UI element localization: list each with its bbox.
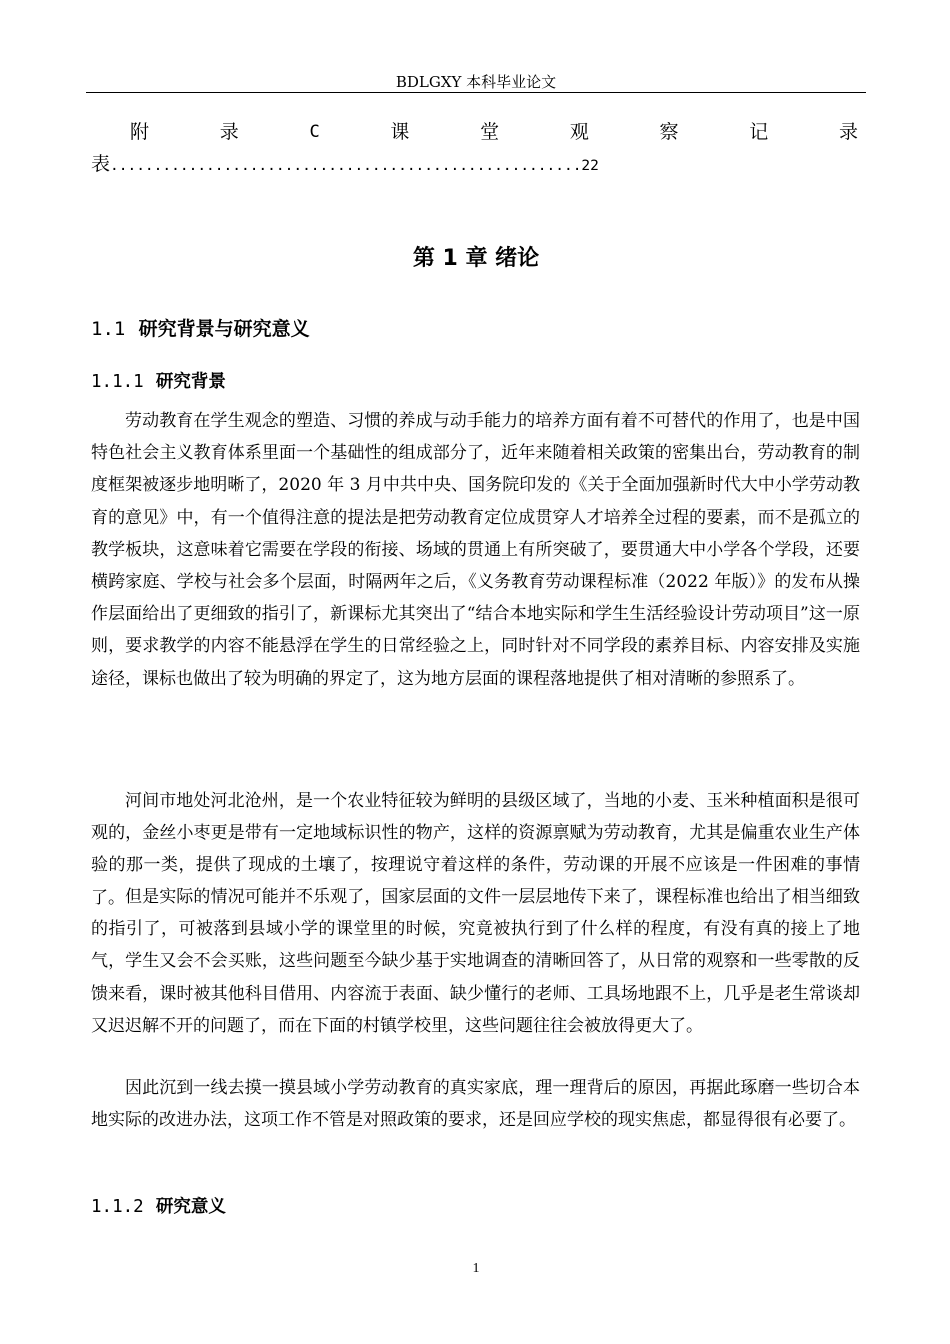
running-header: BDLGXY 本科毕业论文 (395, 73, 557, 91)
body-paragraph: 劳动教育在学生观念的塑造、习惯的养成与动手能力的培养方面有着不可替代的作用了，也是中国特色社会主义教育体系里面一个基础性的组成部分了，近年来随着相关政策的密集出台，劳动教育的制度框架被逐步地明晰了，2020 年 3 月中共中央、国务院印发的《关于全面加强新时代大中小学劳动教育的意见》中，有一个值得注意的提法是把劳动教育定位成贯穿人才培养全过程的要素，而不是孤立的教学板块，这意味着它需要在学段的衔接、场域的贯通上有所突破了，要贯通大中小学各个学段，还要横跨家庭、学校与社会多个层面，时隔两年之后，《义务教育劳动课程标准（2022 年版）》的发布从操作层面给出了更细致的指引了，新课标尤其突出了“结合本地实际和学生生活经验设计劳动项目”这一原则，要求教学的内容不能悬浮在学生的日常经验之上，同时针对不同学段的素养目标、内容安排及实施途径，课标也做出了较为明确的界定了，这为地方层面的课程落地提供了相对清晰的参照系了。 (91, 411, 860, 689)
body-paragraph: 河间市地处河北沧州，是一个农业特征较为鲜明的县级区域了，当地的小麦、玉米种植面积是很可观的，金丝小枣更是带有一定地域标识性的物产，这样的资源禀赋为劳动教育，尤其是偏重农业生产体验的那一类，提供了现成的土壤了，按理说守着这样的条件，劳动课的开展不应该是一件困难的事情了。 (91, 791, 860, 908)
section-title: 研究意义 (155, 1197, 226, 1217)
body-paragraph: 但是实际的情况可能并不乐观了，国家层面的文件一层层地传下来了，课程标准也给出了相当细致的指引了，可被落到县域小学的课堂里的时候，究竟被执行到了什么样的程度，有没有真的接上了地气，学生又会不会买账，这些问题至今缺少基于实地调查的清晰回答了，从日常的观察和一些零散的反馈来看，课时被其他科目借用、内容流于表面、缺少懂行的老师、工具场地跟不上，几乎是老生常谈却又迟迟解不开的问题了，而在下面的村镇学校里，这些问题往往会被放得更大了。 (91, 887, 860, 1036)
chapter-title: 第 1 章 绪论 (412, 246, 540, 271)
toc-page-number: 22 (581, 158, 599, 174)
toc-entry-appendix-c[interactable] (130, 118, 858, 146)
toc-entry-end: 表 (91, 153, 111, 175)
section-title: 研究背景 (155, 372, 226, 392)
section-number: 1.1.1 (91, 372, 144, 392)
toc-char: 录 (219, 121, 239, 143)
section-heading-1-1 (91, 315, 310, 343)
section-number: 1.1 (91, 318, 126, 340)
header-rule (86, 92, 866, 93)
toc-char: 课 (390, 121, 410, 143)
toc-char: 堂 (480, 121, 500, 143)
toc-leader-dots: ...................................................... (110, 158, 582, 174)
toc-char: 录 (838, 121, 858, 143)
toc-char: C (309, 122, 320, 142)
page-number: 1 (472, 1261, 480, 1276)
toc-char: 观 (569, 121, 589, 143)
section-heading-1-1-1 (91, 368, 226, 396)
section-number: 1.1.2 (91, 1197, 144, 1217)
toc-char: 附 (130, 121, 150, 143)
toc-char: 察 (659, 121, 679, 143)
toc-entry-continuation[interactable] (91, 150, 599, 180)
section-title: 研究背景与研究意义 (138, 318, 310, 340)
toc-char: 记 (749, 121, 769, 143)
section-heading-1-1-2 (91, 1193, 226, 1221)
body-paragraph: 因此沉到一线去摸一摸县域小学劳动教育的真实家底，理一理背后的原因，再据此琢磨一些切合本地实际的改进办法，这项工作不管是对照政策的要求，还是回应学校的现实焦虑，都显得很有必要了。 (91, 1078, 860, 1131)
